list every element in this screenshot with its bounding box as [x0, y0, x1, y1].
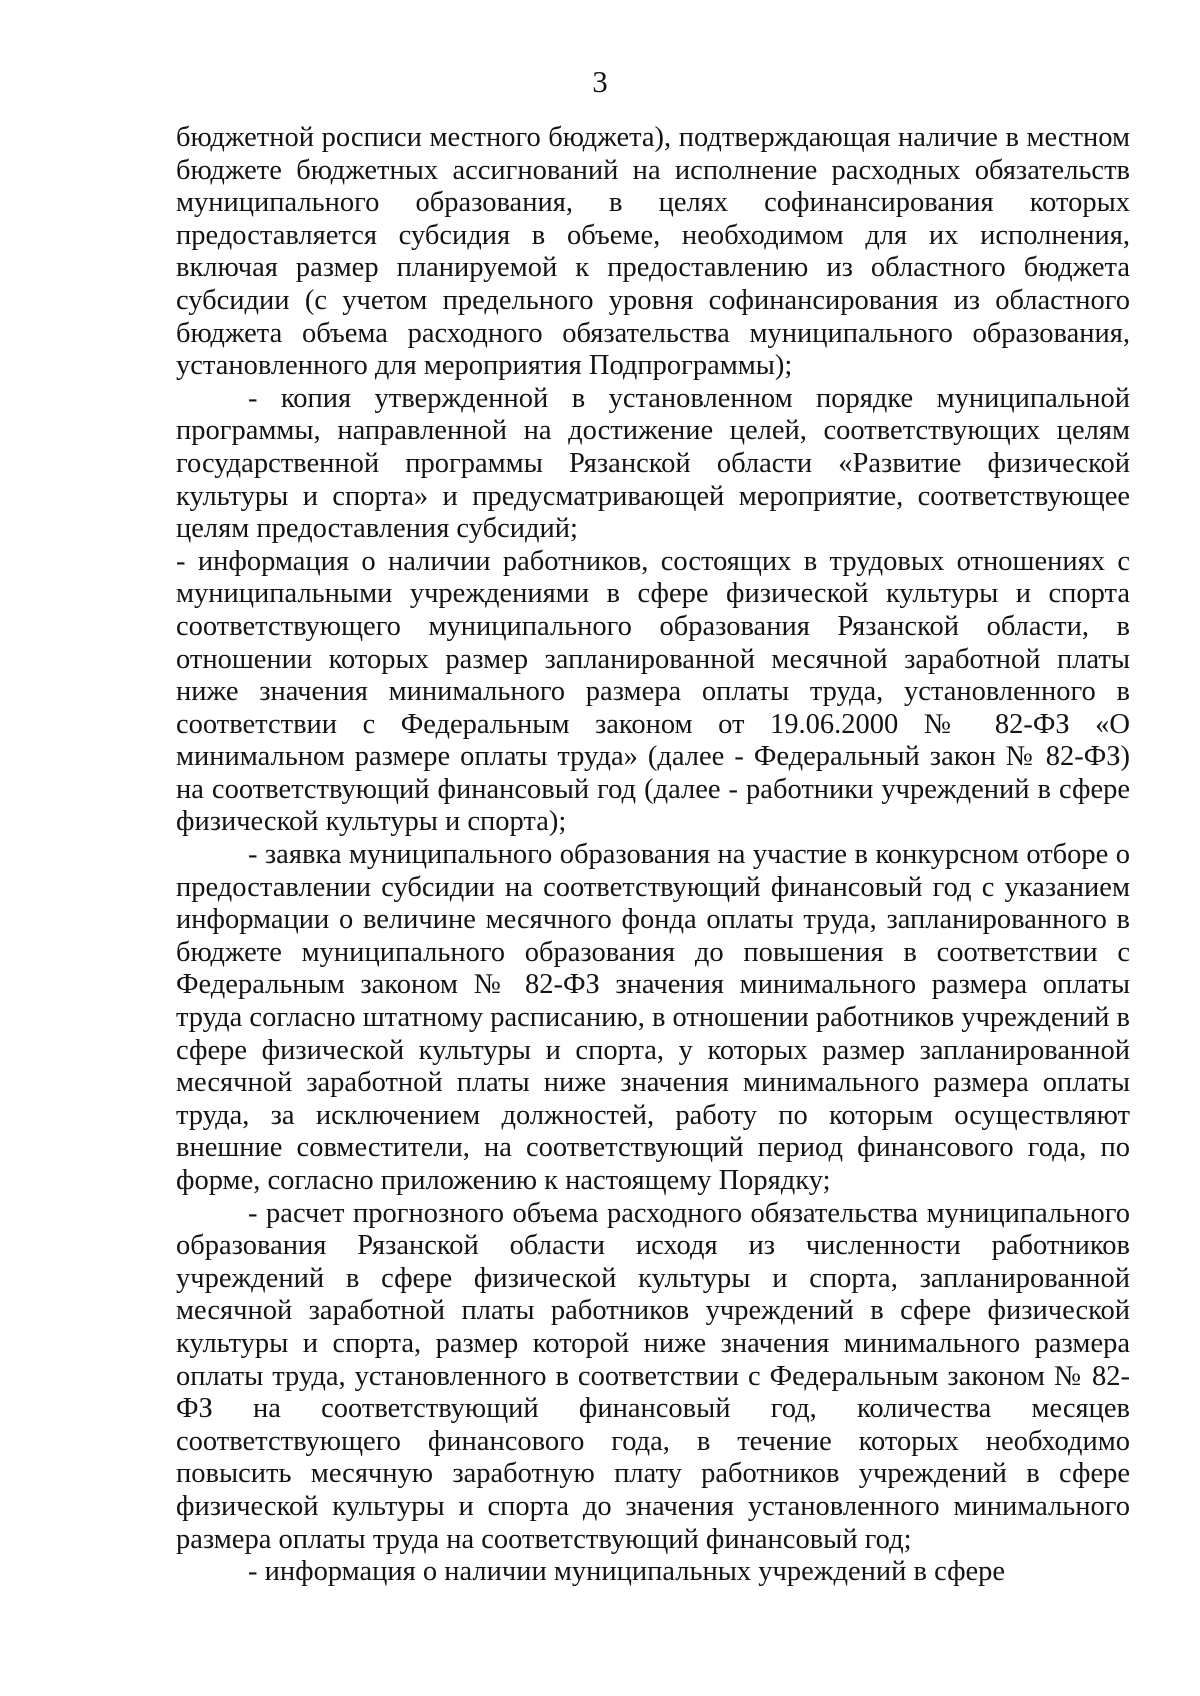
paragraph-budget-statement: бюджетной росписи местного бюджета), подтверждающая наличие в местном бюджете бюджетных ассигнований на исполнение расходных обязательств муниципального образования, в целях софинансирования которых предоставляется субсидия в объеме, необходимом для их исполнения, включая размер планируемой к предоставлению из областного бюджета субсидии (с учетом предельного уровня софинансирования из областного бюджета объема расходного обязательства муниципального образования, установленного для мероприятия Подпрограммы); — [176, 122, 1130, 382]
paragraph-forecast-calculation: - расчет прогнозного объема расходного обязательства муниципального образования Рязанской области исходя из численности работников учреждений в сфере физической культуры и спорта, запланированной месячной заработной платы работников учреждений в сфере физической культуры и спорта, размер которой ниже значения минимального размера оплаты труда, установленного в соответствии с Федеральным законом № 82-ФЗ на соответствующий финансовый год, количества месяцев соответствующего финансового года, в течение которых необходимо повысить месячную заработную плату работников учреждений в сфере физической культуры и спорта до значения установленного минимального размера оплаты труда на соответствующий финансовый год; — [176, 1197, 1130, 1555]
paragraph-institutions-info: - информация о наличии муниципальных учреждений в сфере — [248, 1556, 1006, 1588]
paragraph-application: - заявка муниципального образования на участие в конкурсном отборе о предоставлении субсидии на соответствующий финансовый год с указанием информации о величине месячного фонда оплаты труда, запланированного в бюджете муниципального образования до повышения в соответствии с Федеральным законом № 82-ФЗ значения минимального размера оплаты труда согласно штатному расписанию, в отношении работников учреждений в сфере физической культуры и спорта, у которых размер запланированной месячной заработной платы ниже значения минимального размера оплаты труда, за исключением должностей, работу по которым осуществляют внешние совместители, на соответствующий период финансового года, по форме, согласно приложению к настоящему Порядку; — [176, 839, 1130, 1196]
document-body — [176, 122, 1130, 1589]
page-number: 3 — [592, 64, 608, 99]
paragraph-program-copy: - копия утвержденной в установленном порядке муниципальной программы, направленной на достижение целей, соответствующих целям государственной программы Рязанской области «Развитие физической культуры и спорта» и предусматривающей мероприятие, соответствующее целям предоставления субсидий; — [176, 382, 1130, 545]
paragraph-workers-info: - информация о наличии работников, состоящих в трудовых отношениях с муниципальными учреждениями в сфере физической культуры и спорта соответствующего муниципального образования Рязанской области, в отношении которых размер запланированной месячной заработной платы ниже значения минимального размера оплаты труда, установленного в соответствии с Федеральным законом от 19.06.2000 № 82-ФЗ «О минимальном размере оплаты труда» (далее - Федеральный закон № 82-ФЗ) на соответствующий финансовый год (далее - работники учреждений в сфере физической культуры и спорта); — [176, 545, 1130, 838]
